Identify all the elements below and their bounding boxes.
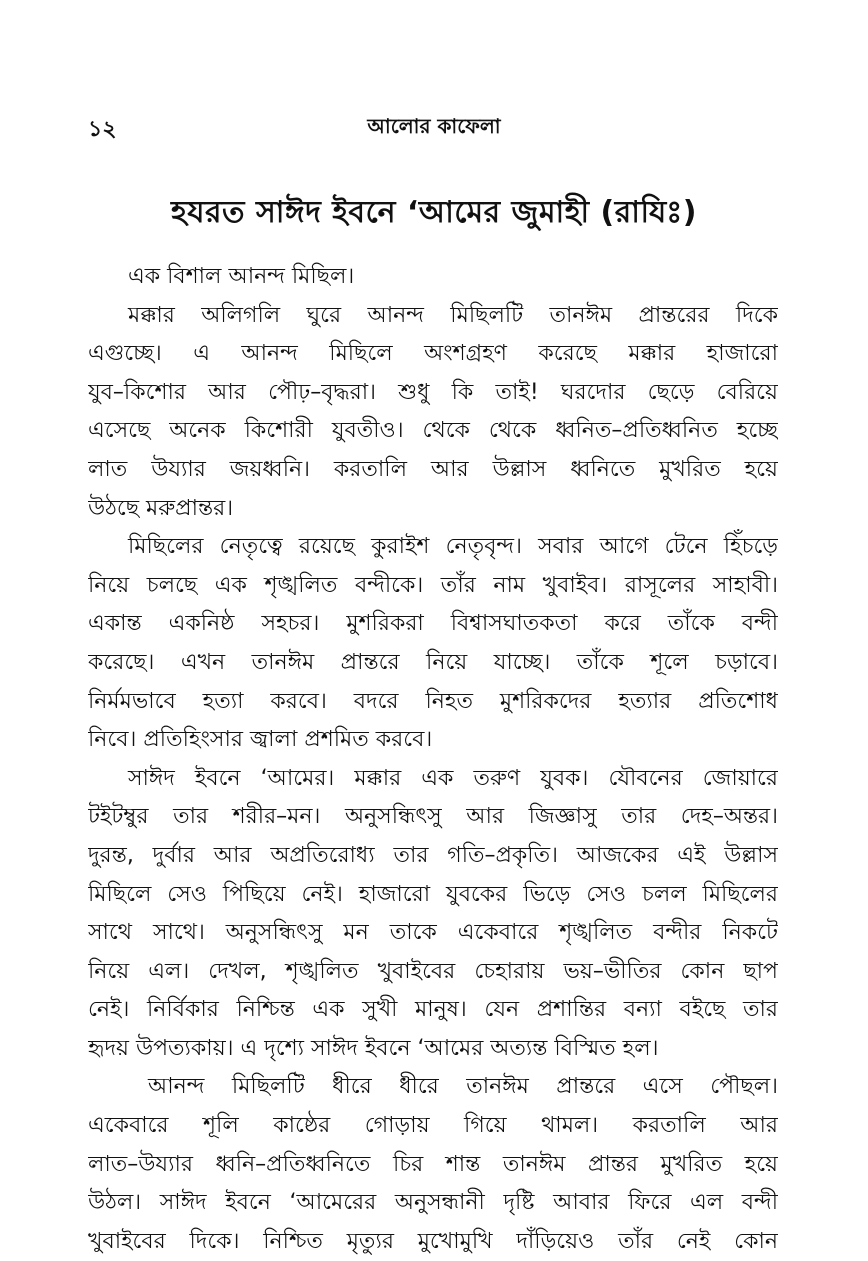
text-line: খুবাইবের দিকে। নিশ্চিত মৃত্যুর মুখোমুখি দাঁড়িয়েও তাঁর নেই কোন	[88, 1228, 778, 1254]
text-line: একান্ত একনিষ্ঠ সহচর। মুশরিকরা বিশ্বাসঘাতকতা করে তাঁকে বন্দী	[88, 611, 778, 637]
chapter-title: হযরত সাঈদ ইবনে ‘আমের জুমাহী (রাযিঃ)	[170, 195, 698, 230]
text-line: সাথে সাথে। অনুসন্ধিৎসু মন তাকে একেবারে শৃঙ্খলিত বন্দীর নিকটে	[88, 920, 778, 946]
text-line: এগুচ্ছে। এ আনন্দ মিছিলে অংশগ্রহণ করেছে মক্কার হাজারো	[88, 341, 778, 367]
text-line: দুরন্ত, দুর্বার আর অপ্রতিরোধ্য তার গতি–প্রকৃতি। আজকের এই উল্লাস	[88, 842, 778, 868]
text-line: মিছিলে সেও পিছিয়ে নেই। হাজারো যুবকের ভিড়ে সেও চলল মিছিলের	[88, 881, 778, 907]
text-line: মক্কার অলিগলি ঘুরে আনন্দ মিছিলটি তানঈম প্রান্তরের দিকে	[128, 302, 778, 328]
text-line: মিছিলের নেতৃত্বে রয়েছে কুরাইশ নেতৃবৃন্দ। সবার আগে টেনে হিঁচড়ে	[128, 534, 778, 560]
text-line: আনন্দ মিছিলটি ধীরে ধীরে তানঈম প্রান্তরে এসে পৌছল।	[148, 1074, 778, 1100]
running-header	[0, 112, 868, 146]
text-line: যুব–কিশোর আর পৌঢ়–বৃদ্ধরা। শুধু কি তাই! ঘরদোর ছেড়ে বেরিয়ে	[88, 379, 778, 405]
text-line: নিয়ে এল। দেখল, শৃঙ্খলিত খুবাইবের চেহারায় ভয়–ভীতির কোন ছাপ	[88, 958, 778, 984]
text-line: এসেছে অনেক কিশোরী যুবতীও। থেকে থেকে ধ্বনিত–প্রতিধ্বনিত হচ্ছে	[88, 418, 778, 444]
text-line: টইটম্বুর তার শরীর–মন। অনুসন্ধিৎসু আর জিজ্ঞাসু তার দেহ–অন্তর।	[88, 804, 778, 830]
text-line: লাত উয্যার জয়ধ্বনি। করতালি আর উল্লাস ধ্বনিতে মুখরিত হয়ে	[88, 456, 778, 482]
page-number: ১২	[88, 117, 117, 142]
text-line: নেই। নির্বিকার নিশ্চিন্ত এক সুখী মানুষ। যেন প্রশান্তির বন্যা বইছে তার	[88, 997, 778, 1023]
text-line: হৃদয় উপত্যকায়। এ দৃশ্যে সাঈদ ইবনে ‘আমের অত্যন্ত বিস্মিত হল।	[88, 1035, 659, 1061]
text-line: সাঈদ ইবনে ‘আমের। মক্কার এক তরুণ যুবক। যৌবনের জোয়ারে	[128, 765, 778, 791]
text-line: নির্মমভাবে হত্যা করবে। বদরে নিহত মুশরিকদের হত্যার প্রতিশোধ	[88, 688, 778, 714]
text-line: করেছে। এখন তানঈম প্রান্তরে নিয়ে যাচ্ছে। তাঁকে শূলে চড়াবে।	[88, 649, 778, 675]
text-line: এক বিশাল আনন্দ মিছিল।	[128, 264, 355, 289]
body-text	[88, 258, 778, 1261]
text-line: উঠছে মরুপ্রান্তর।	[88, 495, 234, 521]
text-line: একেবারে শূলি কাষ্ঠের গোড়ায় গিয়ে থামল। করতালি আর	[88, 1113, 778, 1139]
text-line: নিয়ে চলছে এক শৃঙ্খলিত বন্দীকে। তাঁর নাম খুবাইব। রাসূলের সাহাবী।	[88, 572, 778, 598]
text-line: নিবে। প্রতিহিংসার জ্বালা প্রশমিত করবে।	[88, 727, 433, 753]
text-line: উঠল। সাঈদ ইবনে ‘আমেরের অনুসন্ধানী দৃষ্টি আবার ফিরে এল বন্দী	[88, 1190, 778, 1216]
text-line: লাত–উয্যার ধ্বনি–প্রতিধ্বনিতে চির শান্ত তানঈম প্রান্তর মুখরিত হয়ে	[88, 1151, 778, 1177]
book-title: আলোর কাফেলা	[367, 114, 501, 138]
